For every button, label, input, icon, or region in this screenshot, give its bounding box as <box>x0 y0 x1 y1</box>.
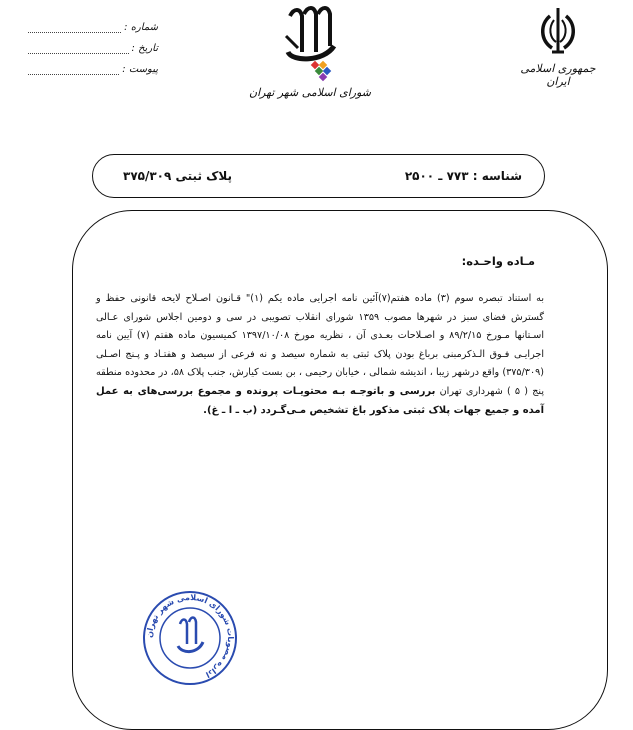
date-field <box>28 33 158 54</box>
council-name: شورای اسلامی شهر تهران <box>249 86 371 99</box>
attachment-label: پیوست : <box>122 64 158 75</box>
republic-name: جمهوری اسلامی ایران <box>520 62 596 88</box>
number-label: شماره : <box>124 22 158 33</box>
registration-plate: پلاک ثبتی ۳۷۵/۳۰۹ <box>123 169 233 183</box>
attachment-field <box>28 54 158 75</box>
council-logo-icon <box>280 6 340 84</box>
article-paragraph <box>96 290 544 420</box>
stamp-text: اداره مصوبات شورای اسلامی شهر تهران <box>144 592 236 680</box>
council-logo <box>240 6 380 106</box>
article-body <box>96 290 544 420</box>
reference-id: شناسه : ۷۷۳ ـ ۲۵۰۰ <box>404 169 522 183</box>
date-label: تاریخ : <box>131 43 158 54</box>
letter-meta <box>28 12 158 75</box>
reference-box <box>92 154 545 198</box>
number-field <box>28 12 158 33</box>
article-normal-text: به استناد تبصره سوم (۳) ماده هفتم(۷)آئین نامه اجرایی ماده یکم (۱)" قـانون اصـلاح لایحه قانونی حفظ و گسترش فضای سبز در شهرها مصوب ۱۳۵۹ شورای انقلاب تصویبی در سی و دومین اجلاس شورای عـالی اسـتانها مـورخ ۸۹/۲/۱۵ و اصـلاحات بعـدی آن ، نظریه مورخ ۱۳۹۷/۱۰/۰۸ کمیسیون ماده هفتم (۷) آیین نامه اجرایـی فـوق الـذکرمبنی برباغ بودن پلاک ثبتی به شماره سیصد و نه فرعی از سیصد و هفتـاد و پـنج اصـلی (۳۷۵/۳۰۹) واقع درشهر زیبا ، اندیشه شمالی ، خیابان رحیمی ، بن بست کیارش، جنب پلاک ۵۸، در محدوده منطقه پنج ( ۵ ) شهرداری تهران <box>96 293 545 397</box>
republic-emblem <box>508 6 608 86</box>
stamp-seal-icon <box>140 588 240 688</box>
article-title: مـاده واحـده: <box>461 254 535 268</box>
attachment-line <box>28 62 119 75</box>
official-stamp <box>140 588 240 688</box>
number-line <box>28 20 121 33</box>
iran-emblem-icon <box>536 6 580 56</box>
article-bold-text: بررسی و باتوجـه بـه محتویـات پرونده و مجموع بررسی‌های به عمل آمده و جمیع جهات پلاک ثبتی مذکور باغ تشخیص مـی‌گـردد (ب ـ ا ـ غ). <box>96 385 544 416</box>
date-line <box>28 41 129 54</box>
